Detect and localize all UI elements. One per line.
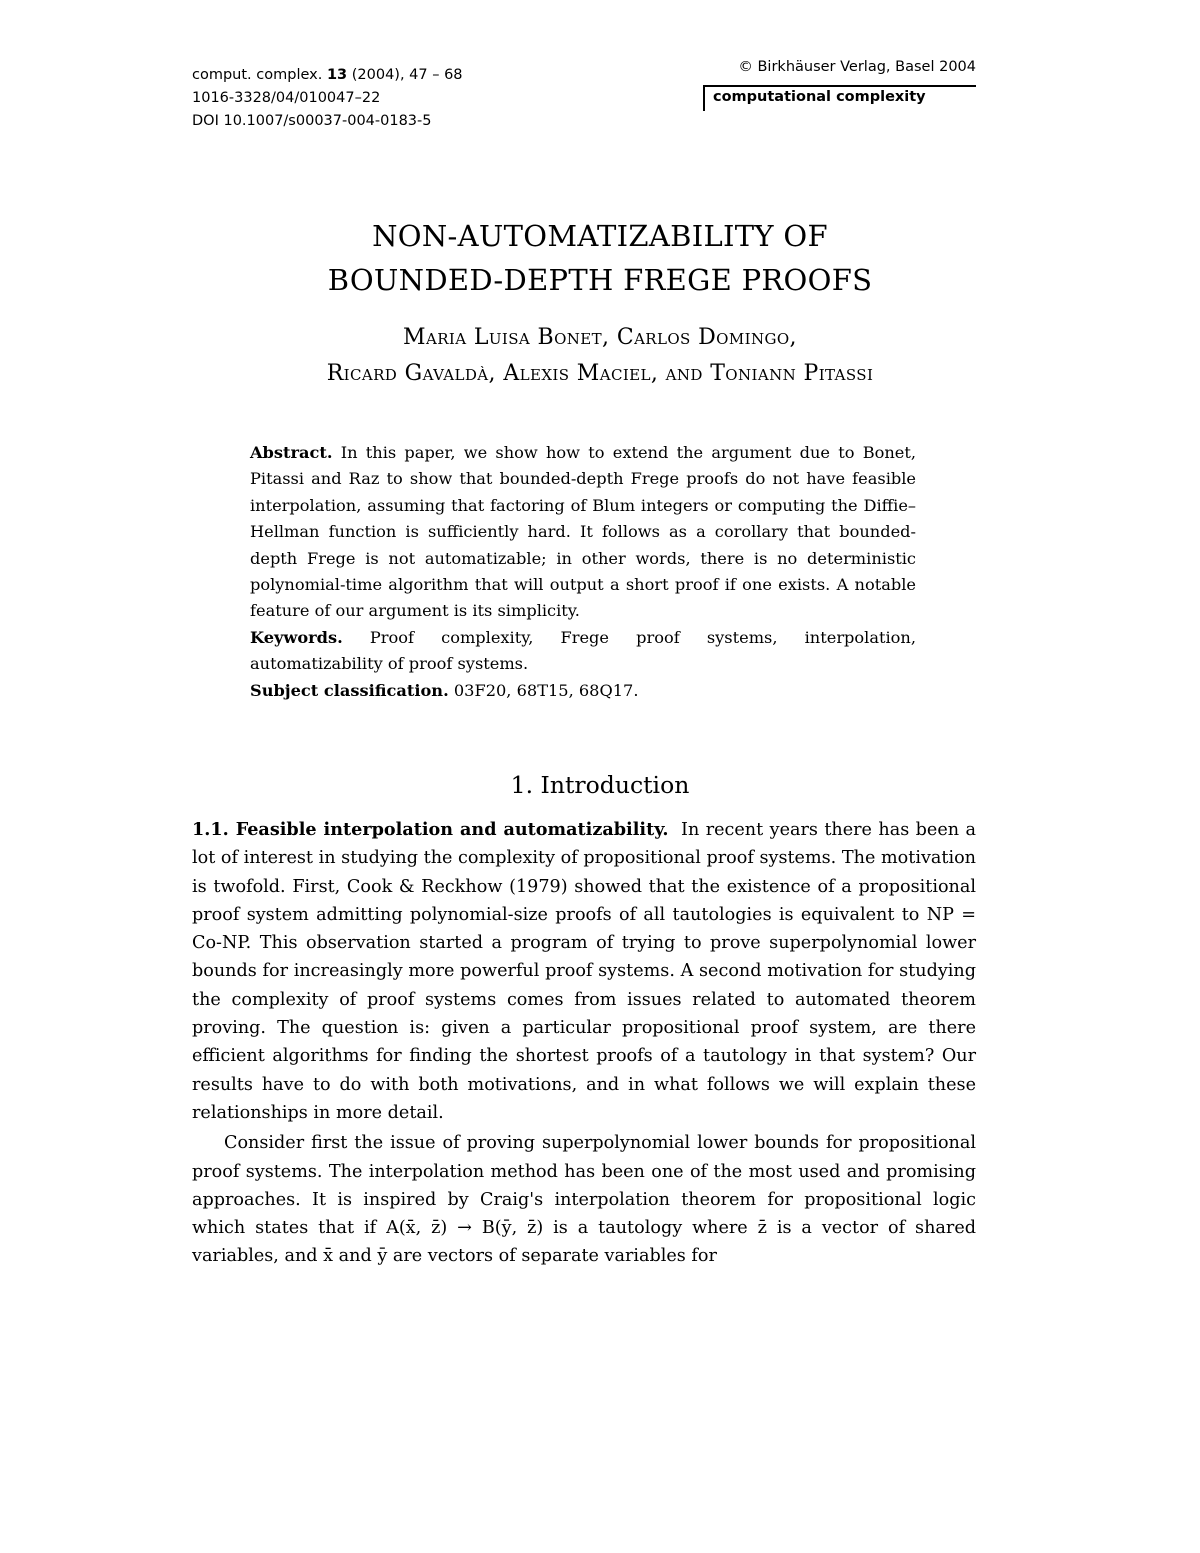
keywords-paragraph xyxy=(250,625,916,678)
publisher-line: © Birkhäuser Verlag, Basel 2004 xyxy=(738,59,976,75)
citation-pages: (2004), 47 – 68 xyxy=(347,67,463,83)
keywords-label: Keywords. xyxy=(250,627,343,647)
subsection-heading: 1.1. Feasible interpolation and automatizability. xyxy=(192,819,669,840)
keywords-text: Proof complexity, Frege proof systems, interpolation, automatizability of proof systems. xyxy=(250,627,916,674)
citation-volume: 13 xyxy=(326,67,348,83)
authors-line-1: Maria Luisa Bonet, Carlos Domingo, xyxy=(403,325,797,350)
title-line-1: NON-AUTOMATIZABILITY OF xyxy=(372,219,828,253)
abstract-label: Abstract. xyxy=(250,443,333,462)
subject-text: 03F20, 68T15, 68Q17. xyxy=(453,680,639,700)
section-body xyxy=(192,816,976,1271)
paragraph-1-text: In recent years there has been a lot of interest in studying the complexity of propositional proof systems. The motivation is twofold. First, Cook & Reckhow (1979) showed that the existence of a propositional proof system admitting polynomial-size proofs of all tautologies is equivalent to NP = Co-NP. This observation started a program of trying to prove superpolynomial lower bounds for increasingly more powerful proof systems. A second motivation for studying the complexity of proof systems comes from issues related to automated theorem proving. The question is: given a particular propositional proof system, are there efficient algorithms for finding the shortest proofs of a tautology in that system? Our results have to do with both motivations, and in what follows we will explain these relationships in more detail. xyxy=(192,820,977,1123)
citation-block xyxy=(192,64,463,133)
doi-line: DOI 10.1007/s00037-004-0183-5 xyxy=(192,113,432,129)
abstract-block xyxy=(250,440,916,704)
paper-title xyxy=(150,214,1050,302)
section-heading: 1. Introduction xyxy=(510,771,690,799)
citation-line xyxy=(192,64,463,87)
author-list xyxy=(150,320,1050,392)
authors-line-2: Ricard Gavaldà, Alexis Maciel, and Toniann Pitassi xyxy=(326,361,874,386)
journal-block xyxy=(703,56,976,111)
body-paragraph-1 xyxy=(192,816,976,1127)
issn-line: 1016-3328/04/010047–22 xyxy=(192,90,381,106)
subject-label: Subject classification. xyxy=(250,680,449,700)
subject-paragraph xyxy=(250,678,916,704)
journal-name: computational complexity xyxy=(703,85,976,111)
citation-journal: comput. complex. xyxy=(192,67,327,83)
body-paragraph-2: Consider first the issue of proving superpolynomial lower bounds for propositional proof systems. The interpolation method has been one of the most used and promising approaches. It is inspired by Craig's interpolation theorem for propositional logic which states that if A(x̄, z̄) → B(ȳ, z̄) is a tautology where z̄ is a vector of shared variables, and x̄ and ȳ are vectors of separate variables for xyxy=(192,1133,976,1267)
title-line-2: BOUNDED-DEPTH FREGE PROOFS xyxy=(327,263,873,297)
abstract-paragraph xyxy=(250,440,916,625)
abstract-text: In this paper, we show how to extend the argument due to Bonet, Pitassi and Raz to show that bounded-depth Frege proofs do not have feasible interpolation, assuming that factoring of Blum integers or computing the Diffie–Hellman function is sufficiently hard. It follows as a corollary that bounded-depth Frege is not automatizable; in other words, there is no deterministic polynomial-time algorithm that will output a short proof if one exists. A notable feature of our argument is its simplicity. xyxy=(250,443,916,621)
